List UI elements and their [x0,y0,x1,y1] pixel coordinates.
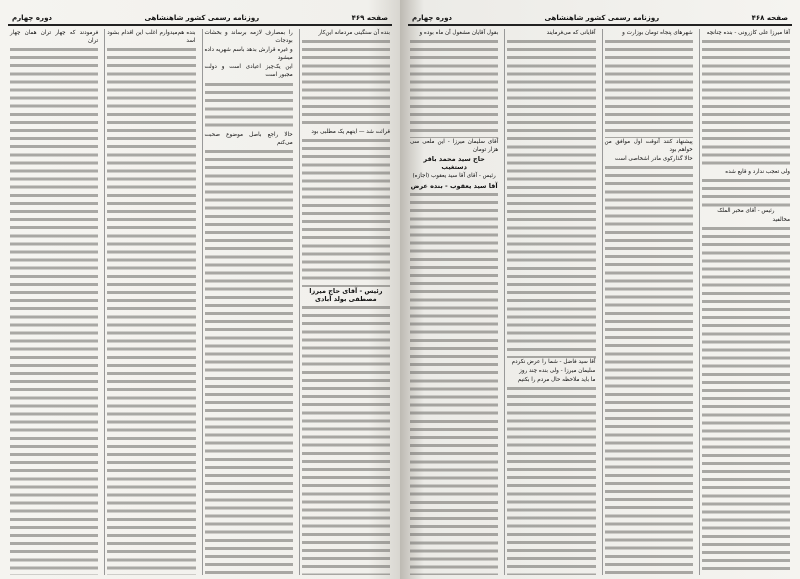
paragraph: آقا سید فاضل - شما را عرض نکردم [511,359,596,366]
text-lines [410,38,498,138]
column-3 [504,29,597,575]
paragraph: و غیره قرارش بدهد باسم شهریه داده میشود [204,47,293,62]
speaker-heading: حاج سید محمد باقر دستغیب [423,155,485,172]
header-rule [8,24,392,26]
speaker-heading: رئیس - آقای مخبر الملک [717,208,775,215]
paragraph: آقایانی که می‌فرمایند [546,30,596,36]
paragraph: فرمودند که چهار تران همان چهار تران [10,30,99,45]
paragraph: این یک‌چیز اعیادی است و دولت مجبور است [204,64,293,79]
paragraph: حالا گذارکوی مادر اشخاصی است [614,156,693,163]
header-rule [408,24,792,26]
text-lines [702,38,790,168]
text-lines [702,225,790,575]
newspaper-title: روزنامه رسمی کشور شاهنشاهی [144,14,260,22]
text-lines [507,38,595,358]
text-lines [10,46,98,575]
paragraph: ما باید ملاحظه حال مردم را بکنیم [517,377,596,384]
paragraph: آقا میرزا علی کازرونی - بنده چنانچه [706,30,790,36]
paragraph: قرائت شد — اینهم یک مطلبی بود [311,129,390,136]
text-lines [107,46,195,575]
column-2 [602,29,695,575]
paragraph: مخالفید [772,217,790,224]
column-1 [699,29,792,575]
page-number: صفحه ۴۶۹ [351,14,388,22]
paragraph: را بمصارف لازمه برساند و بخشات بودجات [204,30,293,45]
paragraph: آقای سلیمان میرزا - این ملعی سی هزار تومان [410,139,499,154]
speaker-heading: رئیس - آقای آقا سید یعقوب (اجازه) [412,173,496,180]
paragraph: شهرهای پنجاه تومان بوزارت و [622,30,693,36]
text-columns [8,29,392,575]
text-lines [702,177,790,207]
period-label: دوره چهارم [12,14,53,22]
paragraph: بنده آن سنگینی مردمانه این‌کار [318,30,390,36]
column-4 [408,29,500,575]
text-columns [408,29,792,575]
page-header [408,6,792,22]
column-4 [8,29,100,575]
text-lines [302,304,390,575]
paragraph: پیشنهاد کنند آنوقت اول موافق من خواهم بود [604,139,693,154]
text-lines [205,81,293,131]
column-1 [299,29,392,575]
text-lines [605,164,693,575]
text-lines [507,385,595,575]
right-page [400,0,800,579]
column-3 [104,29,197,575]
paragraph: حالا راجع باصل موضوع صحبت می‌کنم [204,131,293,146]
text-lines [205,148,293,575]
text-lines [302,137,390,287]
newspaper-title: روزنامه رسمی کشور شاهنشاهی [544,14,660,22]
speaker-heading: رئیس - آقای حاج میرزا مصطفی بولد آبادی [309,287,383,304]
text-lines [410,191,498,575]
paragraph: بنده هم‌میدوارم اغلب این اقدام بشود اسد [107,30,196,45]
paragraph: ولی تعجب ندارد و قایع شده [725,169,790,176]
paragraph: سلیمان میرزا - ولی بنده چند روز [519,368,596,375]
page-number: صفحه ۴۶۸ [751,14,788,22]
page-header [8,6,392,22]
period-label: دوره چهارم [412,14,453,22]
speaker-heading: آقا سید یعقوب - بنده عرض [410,181,498,190]
text-lines [302,38,390,128]
paragraph: بقول آقایان مشغول آن ماه بوده و [419,30,499,36]
column-2 [202,29,295,575]
text-lines [605,38,693,138]
